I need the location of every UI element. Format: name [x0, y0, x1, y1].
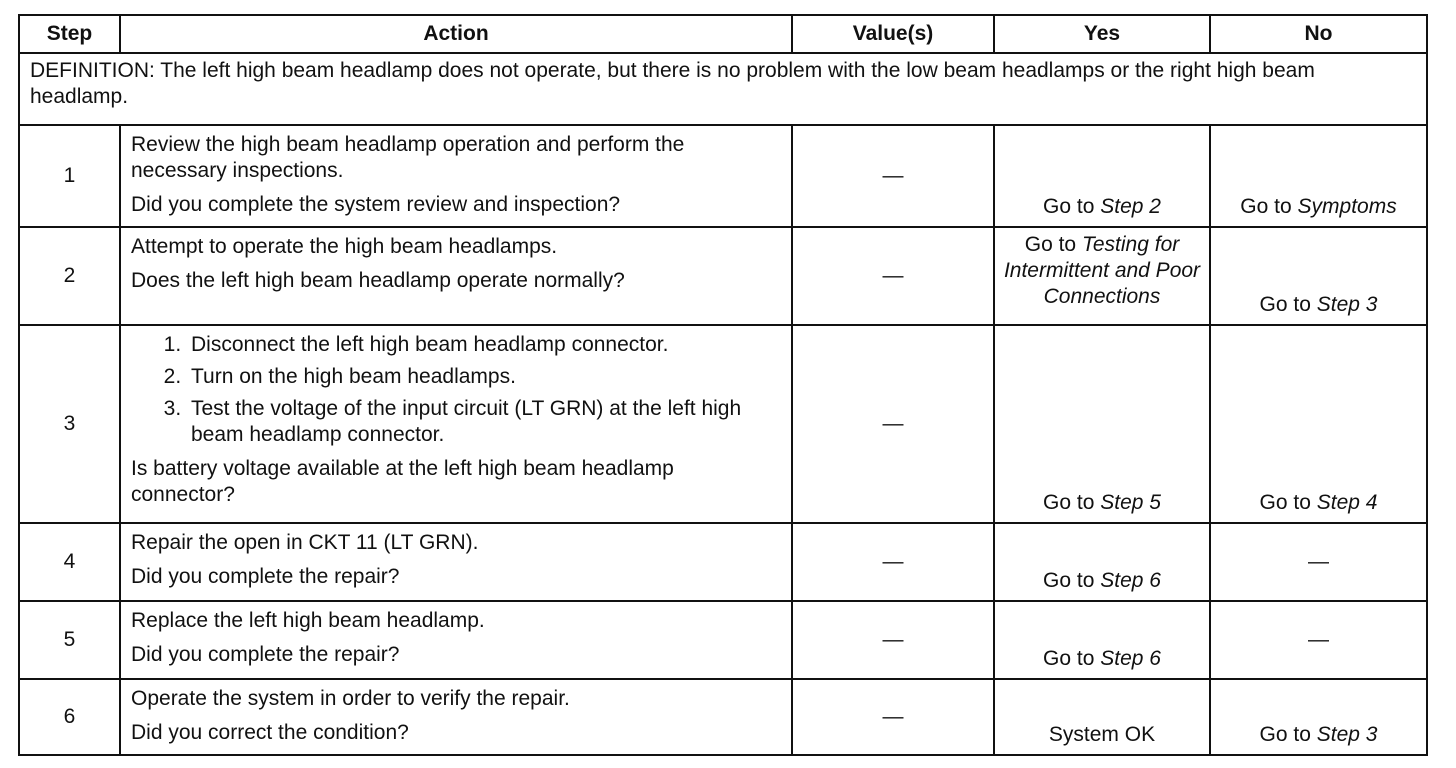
action-question: Is battery voltage available at the left high beam headlamp connector? [131, 457, 674, 506]
action-text: Repair the open in CKT 11 (LT GRN). [131, 531, 479, 554]
yes-cell [994, 325, 1210, 523]
no-ref: Step 3 [1316, 723, 1378, 746]
action-question: Does the left high beam headlamp operate normally? [131, 269, 625, 292]
yes-ref: Step 6 [1100, 569, 1161, 592]
table-row [19, 125, 1427, 227]
no-prefix: Go to [1259, 723, 1311, 746]
action-cell [120, 601, 792, 679]
definition-text: DEFINITION: The left high beam headlamp does not operate, but there is no problem with the low beam headlamps or the right high beam headlamp. [19, 53, 1427, 125]
no-prefix: Go to [1240, 195, 1292, 218]
value-cell: — [792, 679, 994, 755]
substep-item: 1. Disconnect the left high beam headlamp connector. [187, 332, 781, 358]
step-number: 2 [19, 227, 120, 325]
header-step: Step [19, 15, 120, 53]
table-row [19, 227, 1427, 325]
action-cell [120, 227, 792, 325]
yes-ref: Step 2 [1100, 195, 1161, 218]
no-prefix: Go to [1259, 491, 1311, 514]
no-cell [1210, 679, 1427, 755]
action-text: Attempt to operate the high beam headlamps. [131, 235, 558, 258]
substep-item: 2. Turn on the high beam headlamps. [187, 364, 781, 390]
yes-cell [994, 523, 1210, 601]
action-text: Operate the system in order to verify the repair. [131, 687, 570, 710]
action-cell [120, 523, 792, 601]
action-cell [120, 125, 792, 227]
yes-prefix: Go to [1043, 647, 1095, 670]
no-cell: — [1210, 523, 1427, 601]
table-row [19, 601, 1427, 679]
step-number: 3 [19, 325, 120, 523]
action-text: Review the high beam headlamp operation and perform the necessary inspections. [131, 133, 685, 182]
header-yes: Yes [994, 15, 1210, 53]
action-question: Did you complete the system review and inspection? [131, 193, 621, 216]
diagnostic-table-container [18, 14, 1426, 756]
step-number: 4 [19, 523, 120, 601]
table-row [19, 523, 1427, 601]
step-number: 1 [19, 125, 120, 227]
yes-prefix: Go to [1043, 195, 1095, 218]
diagnostic-table [18, 14, 1428, 756]
header-values: Value(s) [792, 15, 994, 53]
action-cell [120, 679, 792, 755]
value-cell: — [792, 227, 994, 325]
no-prefix: Go to [1259, 293, 1311, 316]
no-cell [1210, 227, 1427, 325]
header-row [19, 15, 1427, 53]
substep-list [131, 332, 781, 448]
no-ref: Symptoms [1297, 195, 1397, 218]
table-row [19, 325, 1427, 523]
no-cell [1210, 325, 1427, 523]
no-ref: Step 4 [1316, 491, 1378, 514]
header-no: No [1210, 15, 1427, 53]
yes-prefix: Go to [1043, 569, 1095, 592]
yes-ref: Step 5 [1100, 491, 1161, 514]
yes-ref: Step 6 [1100, 647, 1161, 670]
yes-prefix: Go to [1024, 233, 1077, 256]
table-row [19, 679, 1427, 755]
action-cell [120, 325, 792, 523]
substep-item: 3. Test the voltage of the input circuit (LT GRN) at the left high beam headlamp connector. [187, 396, 781, 448]
value-cell: — [792, 325, 994, 523]
value-cell: — [792, 523, 994, 601]
yes-prefix: Go to [1043, 491, 1095, 514]
step-number: 5 [19, 601, 120, 679]
yes-cell [994, 125, 1210, 227]
header-action: Action [120, 15, 792, 53]
yes-cell [994, 227, 1210, 325]
yes-cell [994, 601, 1210, 679]
action-question: Did you complete the repair? [131, 565, 400, 588]
yes-ref: Testing for Intermittent and Poor Connections [1003, 233, 1201, 308]
action-question: Did you correct the condition? [131, 721, 409, 744]
action-text: Replace the left high beam headlamp. [131, 609, 485, 632]
step-number: 6 [19, 679, 120, 755]
no-cell: — [1210, 601, 1427, 679]
no-ref: Step 3 [1316, 293, 1378, 316]
value-cell: — [792, 601, 994, 679]
yes-cell: System OK [994, 679, 1210, 755]
action-question: Did you complete the repair? [131, 643, 400, 666]
value-cell: — [792, 125, 994, 227]
definition-row [19, 53, 1427, 125]
no-cell [1210, 125, 1427, 227]
